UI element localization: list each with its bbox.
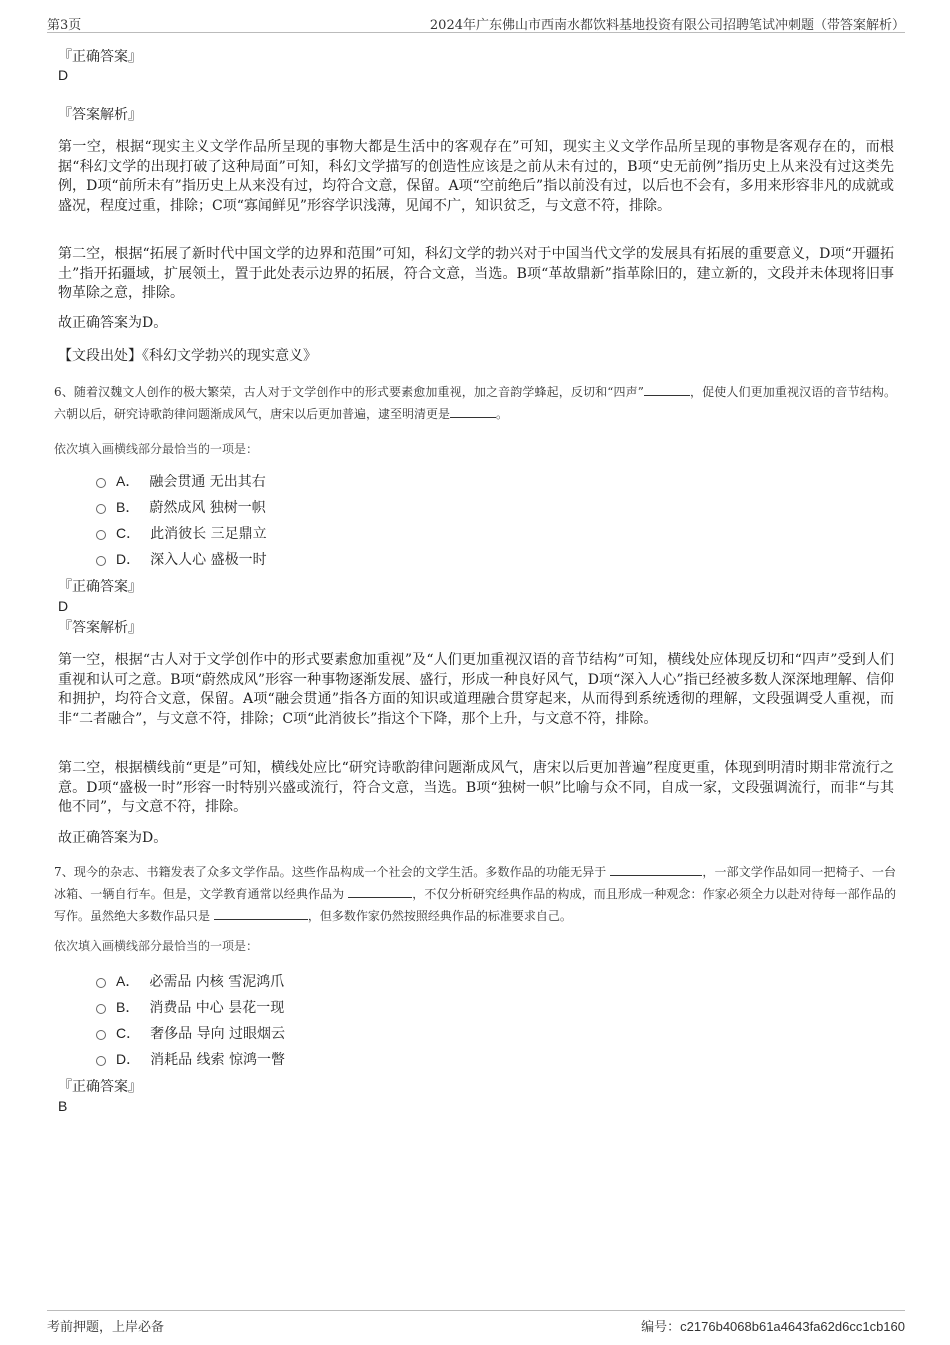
- q5-analysis-p2: 第二空，根据“拓展了新时代中国文学的边界和范围”可知，科幻文学的勃兴对于中国当代文学的发展具有拓展的重要意义，D项“开疆拓土”指开拓疆域，扩展领土，置于此处表示边界的拓展，符合文意，当选。B项“革故鼎新”指革除旧的，建立新的，文段并未体现将旧事物革除之意，排除。: [58, 246, 894, 302]
- radio-icon[interactable]: [96, 530, 106, 540]
- radio-icon[interactable]: [96, 978, 106, 988]
- q7-prompt: 依次填入画横线部分最恰当的一项是：: [54, 939, 259, 953]
- q6-option-d[interactable]: D． 深入人心 盛极一时: [96, 548, 267, 570]
- q6-analysis-label: 『答案解析』: [58, 620, 142, 636]
- document-code: 编号：c2176b4068b61a4643fa62d6cc1cb160: [641, 1319, 905, 1335]
- q6-answer: D: [58, 598, 69, 614]
- q5-analysis-p3: 故正确答案为D。: [58, 315, 168, 331]
- q6-option-c[interactable]: C． 此消彼长 三足鼎立: [96, 522, 267, 544]
- q7-option-c[interactable]: C． 奢侈品 导向 过眼烟云: [96, 1022, 285, 1044]
- page-number: 第3页: [47, 18, 82, 33]
- q7-option-b[interactable]: B． 消费品 中心 昙花一现: [96, 996, 284, 1018]
- q7-blank-1: [610, 863, 702, 876]
- q5-source: 【文段出处】《科幻文学勃兴的现实意义》: [58, 348, 317, 364]
- q6-analysis-p1: 第一空，根据“古人对于文学创作中的形式要素愈加重视”及“人们更加重视汉语的音节结构”可知，横线处应体现反切和“四声”受到人们重视和认可之意。B项“蔚然成风”形容一种事物逐渐发展、盛行，形成一种良好风气，D项“深入人心”指已经被多数人深深地理解、信仰和拥护，均符合文意，保留。A项“融会贯通”指各方面的知识或道理融合贯穿起来，从而得到系统透彻的理解，文段强调受人重视，而非“二者融合”，与文意不符，排除；C项“此消彼长”指这个下降，那个上升，与文意不符，排除。: [58, 652, 894, 727]
- radio-icon[interactable]: [96, 1056, 106, 1066]
- page-footer: [47, 1310, 905, 1337]
- q6-blank-2: [450, 405, 496, 418]
- q6-analysis-p2: 第二空，根据横线前“更是”可知，横线处应比“研究诗歌韵律问题渐成风气，唐宋以后更加普遍”程度更重，体现到明清时期非常流行之意。D项“盛极一时”形容一时特别兴盛或流行，符合文意，当选。B项“独树一帜”比喻与众不同，自成一家，文段强调流行，而非“与其他不同”，与文意不符，排除。: [58, 760, 894, 816]
- q7-blank-3: [214, 907, 308, 920]
- q5-answer-label: 『正确答案』: [58, 49, 142, 65]
- q6-prompt: 依次填入画横线部分最恰当的一项是：: [54, 442, 259, 456]
- q5-analysis-label: 『答案解析』: [58, 107, 142, 123]
- q6-answer-label: 『正确答案』: [58, 579, 142, 595]
- q7-answer-label: 『正确答案』: [58, 1079, 142, 1095]
- q7-option-a[interactable]: A． 必需品 内核 雪泥鸿爪: [96, 970, 284, 992]
- radio-icon[interactable]: [96, 1004, 106, 1014]
- document-title: 2024年广东佛山市西南水都饮料基地投资有限公司招聘笔试冲刺题（带答案解析）: [429, 18, 905, 33]
- q6-option-a[interactable]: A． 融会贯通 无出其右: [96, 470, 266, 492]
- q7-answer: B: [58, 1098, 68, 1114]
- radio-icon[interactable]: [96, 1030, 106, 1040]
- q6-blank-1: [644, 383, 690, 396]
- radio-icon[interactable]: [96, 556, 106, 566]
- q5-answer: D: [58, 67, 69, 83]
- page-header: [47, 10, 905, 33]
- q6-option-b[interactable]: B． 蔚然成风 独树一帜: [96, 496, 266, 518]
- radio-icon[interactable]: [96, 478, 106, 488]
- footer-slogan: 考前押题，上岸必备: [47, 1320, 165, 1335]
- radio-icon[interactable]: [96, 504, 106, 514]
- q7-stem: 7、现今的杂志、书籍发表了众多文学作品。这些作品构成一个社会的文学生活。多数作品的功能无异于 ，一部文学作品如同一把椅子、一台冰箱、一辆自行车。但是，文学教育通常以经典作品为 ，不仅分析研究经典作品的构成，而且形成一种观念：作家必须全力以赴对待每一部作品的写作。虽然绝大多数作品只是 ，但多数作家仍然按照经典作品的标准要求自己。: [54, 865, 896, 923]
- q6-stem: 6、随着汉魏文人创作的极大繁荣，古人对于文学创作中的形式要素愈加重视，加之音韵学蜂起，反切和“四声” ，促使人们更加重视汉语的音节结构。六朝以后，研究诗歌韵律问题渐成风气，唐宋以后更加普遍，逮至明清更是 。: [54, 385, 896, 421]
- q5-analysis-p1: 第一空，根据“现实主义文学作品所呈现的事物大都是生活中的客观存在”可知，现实主义文学作品所呈现的事物是客观存在的，而根据“科幻文学的出现打破了这种局面”可知，科幻文学描写的创造性应该是之前从未有过的，B项“史无前例”指历史上从来没有过这类先例，D项“前所未有”指历史上从来没有过，均符合文意，保留。A项“空前绝后”指以前没有过，以后也不会有，多用来形容非凡的成就或盛况，程度过重，排除；C项“寡闻鲜见”形容学识浅薄，见闻不广，知识贫乏，与文意不符，排除。: [58, 139, 894, 214]
- q7-blank-2: [348, 885, 412, 898]
- q6-analysis-p3: 故正确答案为D。: [58, 830, 168, 846]
- q7-option-d[interactable]: D． 消耗品 线索 惊鸿一瞥: [96, 1048, 285, 1070]
